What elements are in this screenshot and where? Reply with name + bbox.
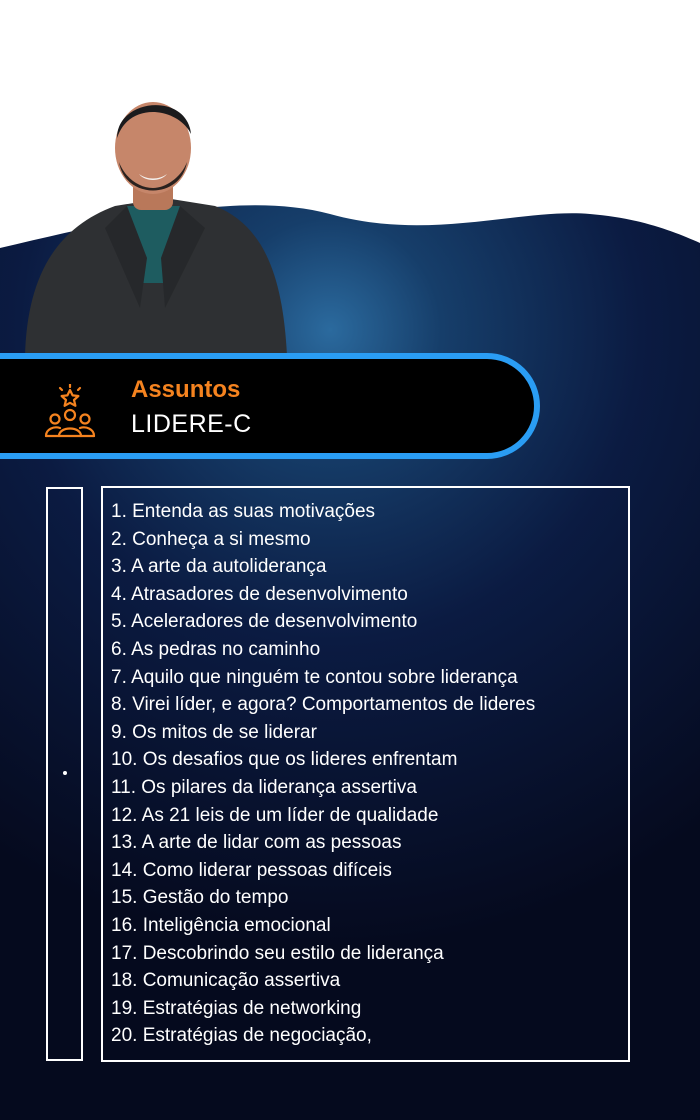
list-item: 16. Inteligência emocional — [111, 914, 331, 936]
list-item: 13. A arte de lidar com as pessoas — [111, 832, 402, 854]
list-item: 11. Os pilares da liderança assertiva — [111, 776, 417, 798]
list-item: 4. Atrasadores de desenvolvimento — [111, 583, 408, 605]
list-item: 12. As 21 leis de um líder de qualidade — [111, 804, 439, 826]
topics-list — [111, 498, 535, 1050]
list-item: 2. Conheça a si mesmo — [111, 528, 311, 550]
list-item: 14. Como liderar pessoas difíceis — [111, 859, 392, 881]
list-item: 19. Estratégias de networking — [111, 997, 362, 1019]
team-leader-icon — [44, 384, 96, 438]
banner-title: Assuntos — [131, 376, 241, 403]
list-item: 3. A arte da autoliderança — [111, 556, 327, 578]
list-item: 10. Os desafios que os lideres enfrentam — [111, 749, 458, 771]
list-item: 20. Estratégias de negociação, — [111, 1025, 372, 1047]
list-item: 6. As pedras no caminho — [111, 638, 321, 660]
bullet-dot — [63, 771, 67, 775]
presenter-portrait — [15, 78, 295, 356]
list-item: 9. Os mitos de se liderar — [111, 721, 317, 743]
list-item: 8. Virei líder, e agora? Comportamentos de lideres — [111, 694, 536, 716]
list-item: 5. Aceleradores de desenvolvimento — [111, 611, 418, 633]
list-item: 15. Gestão do tempo — [111, 887, 289, 909]
banner-subtitle: LIDERE-C — [131, 410, 252, 438]
list-item: 17. Descobrindo seu estilo de liderança — [111, 942, 444, 964]
list-item: 1. Entenda as suas motivações — [111, 501, 376, 522]
list-item: 18. Comunicação assertiva — [111, 970, 341, 992]
list-item: 7. Aquilo que ninguém te contou sobre liderança — [111, 666, 518, 688]
